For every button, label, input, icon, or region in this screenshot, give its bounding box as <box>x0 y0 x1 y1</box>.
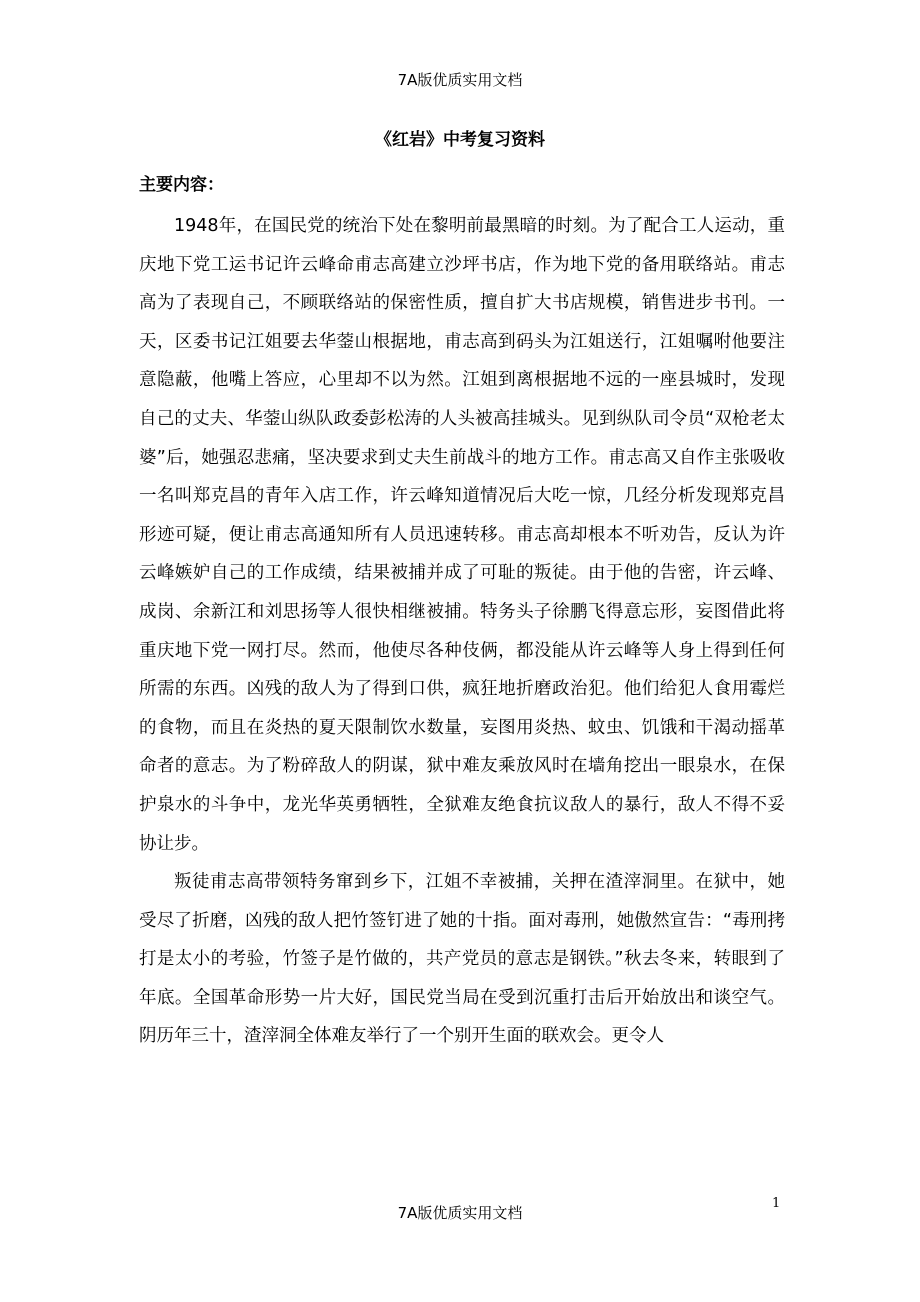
paragraph-1: 1948年，在国民党的统治下处在黎明前最黑暗的时刻。为了配合工人运动，重庆地下党工运书记许云峰命甫志高建立沙坪书店，作为地下党的备用联络站。甫志高为了表现自己，不顾联络站的保密性质，擅自扩大书店规模，销售进步书刊。一天，区委书记江姐要去华蓥山根据地，甫志高到码头为江姐送行，江姐嘱咐他要注意隐蔽，他嘴上答应，心里却不以为然。江姐到离根据地不远的一座县城时，发现自己的丈夫、华蓥山纵队政委彭松涛的人头被高挂城头。见到纵队司令员“双枪老太婆”后，她强忍悲痛，坚决要求到丈夫生前战斗的地方工作。甫志高又自作主张吸收一名叫郑克昌的青年入店工作，许云峰知道情况后大吃一惊，几经分析发现郑克昌形迹可疑，便让甫志高通知所有人员迅速转移。甫志高却根本不听劝告，反认为许云峰嫉妒自己的工作成绩，结果被捕并成了可耻的叛徒。由于他的告密，许云峰、成岗、余新江和刘思扬等人很快相继被捕。特务头子徐鹏飞得意忘形，妄图借此将重庆地下党一网打尽。然而，他使尽各种伎俩，都没能从许云峰等人身上得到任何所需的东西。凶残的敌人为了得到口供，疯狂地折磨政治犯。他们给犯人食用霉烂的食物，而且在炎热的夏天限制饮水数量，妄图用炎热、蚊虫、饥饿和干渴动摇革命者的意志。为了粉碎敌人的阴谋，狱中难友乘放风时在墙角挖出一眼泉水，在保护泉水的斗争中，龙光华英勇牺牲，全狱难友绝食抗议敌人的暴行，敌人不得不妥协让步。 <box>139 216 785 854</box>
document-title: 《红岩》中考复习资料 <box>375 130 545 150</box>
body-text <box>139 207 785 1056</box>
section-heading: 主要内容： <box>139 175 224 195</box>
page-footer: 7A版优质实用文档 <box>397 1204 523 1222</box>
page-header: 7A版优质实用文档 <box>397 71 523 89</box>
paragraph-2: 叛徒甫志高带领特务窜到乡下，江姐不幸被捕，关押在渣滓洞里。在狱中，她受尽了折磨，凶残的敌人把竹签钉进了她的十指。面对毒刑，她傲然宣告：“毒刑拷打是太小的考验，竹签子是竹做的，共产党员的意志是钢铁。”秋去冬来，转眼到了年底。全国革命形势一片大好，国民党当局在受到沉重打击后开始放出和谈空气。阴历年三十，渣滓洞全体难友举行了一个别开生面的联欢会。更令人 <box>139 872 785 1047</box>
page-number: 1 <box>772 1196 781 1211</box>
